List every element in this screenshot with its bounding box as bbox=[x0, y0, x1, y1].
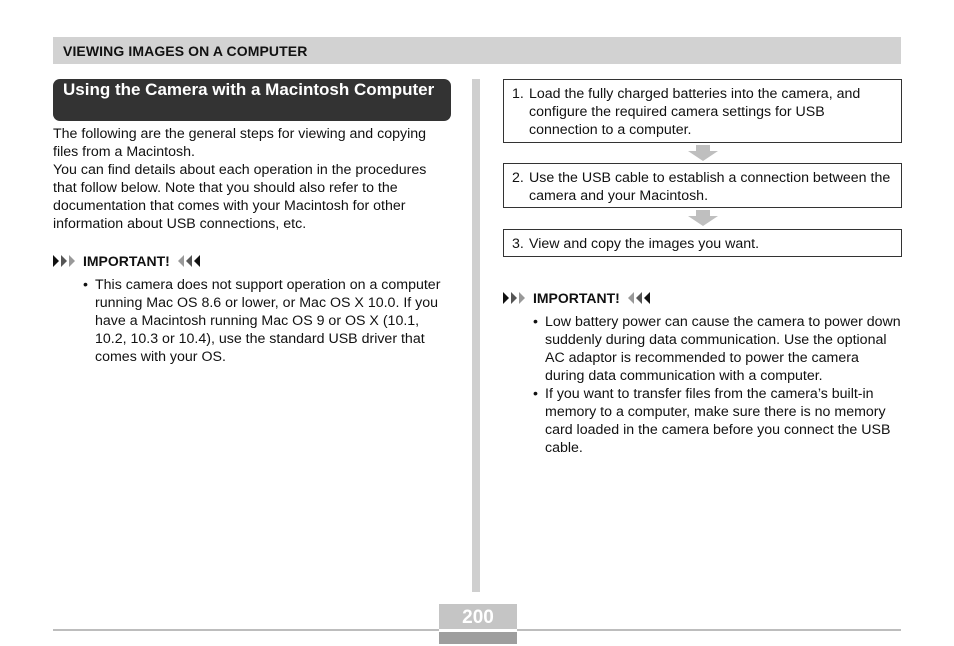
intro-paragraph-2: You can find details about each operation in the procedures that follow below. Note that you should also refer to the documentation that comes with your Macintosh for other information about USB connections, etc. bbox=[53, 162, 427, 232]
step-box-1 bbox=[503, 79, 902, 143]
page-header-title: VIEWING IMAGES ON A COMPUTER bbox=[63, 43, 308, 59]
intro-paragraph-1: The following are the general steps for viewing and copying files from a Macintosh. bbox=[53, 126, 427, 160]
triple-arrow-right-icon bbox=[503, 291, 527, 305]
section-title-box bbox=[53, 79, 451, 121]
page-number: 200 bbox=[439, 604, 517, 644]
triple-arrow-left-icon bbox=[626, 291, 650, 305]
list-item: • If you want to transfer files from the camera’s built-in memory to a computer, make sure there is no memory card loaded in the camera before you connect the USB cable. bbox=[533, 385, 901, 457]
important-list-right bbox=[533, 313, 901, 457]
step-box-2 bbox=[503, 163, 902, 208]
down-arrow-icon bbox=[688, 210, 718, 226]
section-title: Using the Camera with a Macintosh Computer bbox=[63, 80, 435, 99]
step-text: Use the USB cable to establish a connection between the camera and your Macintosh. bbox=[529, 170, 891, 204]
step-number: 3. bbox=[512, 236, 524, 252]
important-heading-left bbox=[53, 253, 200, 269]
column-divider bbox=[472, 79, 480, 592]
step-number: 1. bbox=[512, 86, 524, 102]
important-list-left bbox=[83, 276, 443, 366]
triple-arrow-left-icon bbox=[176, 254, 200, 268]
step-box-3 bbox=[503, 229, 902, 257]
list-item: • Low battery power can cause the camera to power down suddenly during data communication. Use the optional AC adaptor is recommended to power the camera during data communication with a computer. bbox=[533, 313, 901, 385]
intro-text bbox=[53, 125, 453, 233]
important-heading-right bbox=[503, 290, 650, 306]
down-arrow-icon bbox=[688, 145, 718, 161]
list-item: • This camera does not support operation on a computer running Mac OS 8.6 or lower, or Mac OS X 10.0. If you have a Macintosh running Mac OS 9 or OS X (10.1, 10.2, 10.3 or 10.4), use the standard USB driver that comes with your OS. bbox=[83, 276, 443, 366]
step-text: View and copy the images you want. bbox=[529, 236, 760, 252]
step-text: Load the fully charged batteries into the camera, and configure the required camera settings for USB connection to a computer. bbox=[529, 86, 861, 138]
step-number: 2. bbox=[512, 170, 524, 186]
triple-arrow-right-icon bbox=[53, 254, 77, 268]
important-label: IMPORTANT! bbox=[533, 290, 620, 306]
important-label: IMPORTANT! bbox=[83, 253, 170, 269]
